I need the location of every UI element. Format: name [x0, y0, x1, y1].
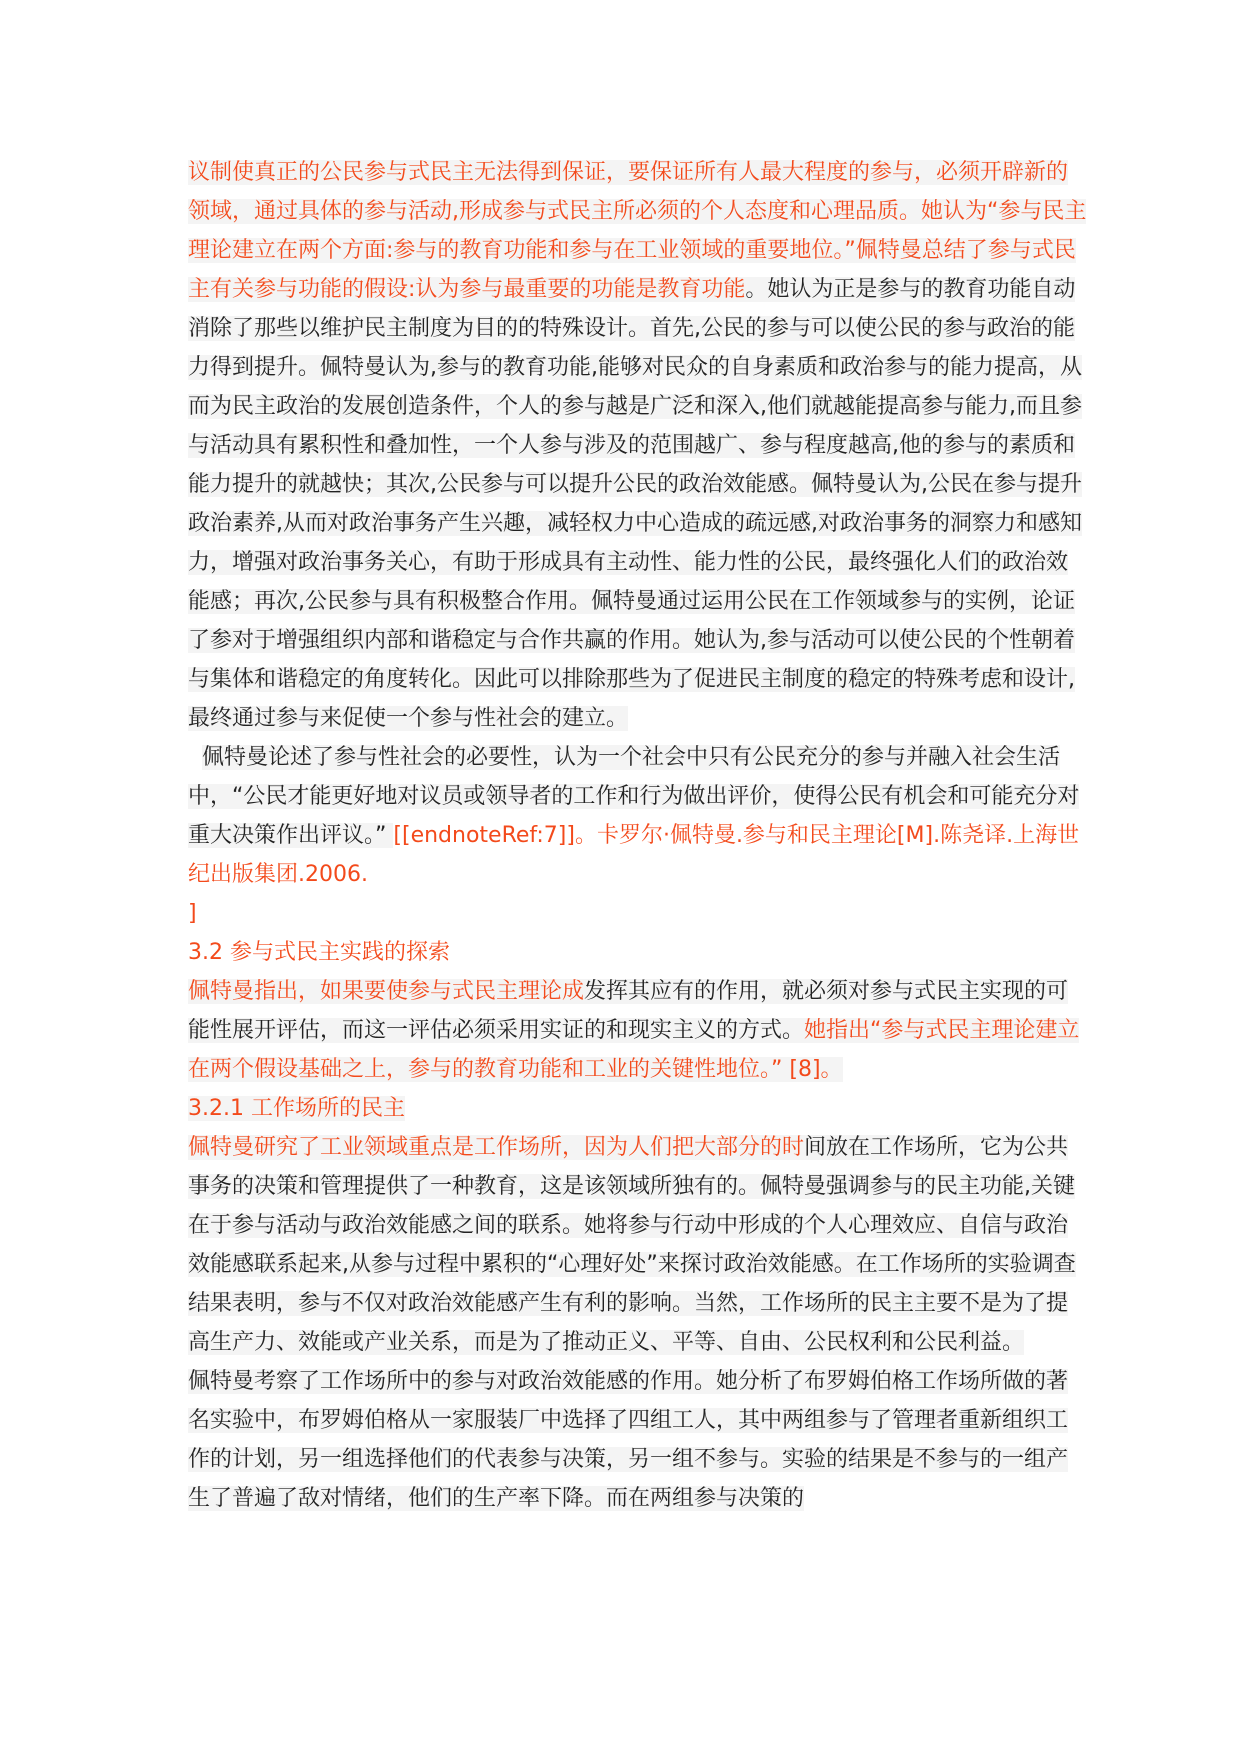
paragraph-1 [188, 153, 1088, 738]
paragraph-2-text: 佩特曼论述了参与性社会的必要性，认为一个社会中只有公民充分的参与并融入社会生活中，“公民才能更好地对议员或领导者的工作和行为做出评价，使得公民有机会和可能充分对重大决策作出评议。” [188, 745, 1080, 848]
paragraph-2 [188, 738, 1088, 894]
paragraph-5 [188, 1362, 1088, 1518]
heading-3-2-1-text: 3.2.1 工作场所的民主 [188, 1096, 405, 1121]
paragraph-3-text: 发挥其应有的作用，就必须对参与式民主实现的可能性展开评估，而这一评估必须采用实证的和现实主义的方式。 [188, 979, 1069, 1043]
document-page [188, 153, 1088, 1518]
endnote-reference: [[endnoteRef:7]]。卡罗尔·佩特曼.参与和民主理论[M].陈尧译.上海世纪出版集团.2006. [188, 823, 1080, 887]
section-heading-3-2-1 [188, 1089, 1088, 1128]
paragraph-3 [188, 972, 1088, 1089]
section-heading-3-2: 3.2 参与式民主实践的探索 [188, 940, 450, 965]
paragraph-5-text: 佩特曼考察了工作场所中的参与对政治效能感的作用。她分析了布罗姆伯格工作场所做的著名实验中，布罗姆伯格从一家服装厂中选择了四组工人，其中两组参与了管理者重新组织工作的计划，另一组选择他们的代表参与决策，另一组不参与。实验的结果是不参与的一组产生了普遍了敌对情绪，他们的生产率下降。而在两组参与决策的 [188, 1369, 1069, 1511]
paragraph-3-red-text-2: 她指出“参与式民主理论建立在两个假设基础之上，参与的教育功能和工业的关键性地位。” [8]。 [188, 1018, 1080, 1082]
paragraph-4-red-text: 佩特曼研究了工业领域重点是工作场所，因为人们把大部分的时 [188, 1135, 805, 1160]
paragraph-1-red-text: 议制使真正的公民参与式民主无法得到保证，要保证所有人最大程度的参与，必须开辟新的领域，通过具体的参与活动,形成参与式民主所必须的个人态度和心理品质。她认为“参与民主理论建立在两个方面:参与的教育功能和参与在工业领域的重要地位。”佩特曼总结了参与式民主有关参与功能的假设:认为参与最重要的功能是教育功能 [188, 160, 1087, 302]
paragraph-1-text: 。她认为正是参与的教育功能自动消除了那些以维护民主制度为目的的特殊设计。首先,公民的参与可以使公民的参与政治的能力得到提升。佩特曼认为,参与的教育功能,能够对民众的自身素质和政治参与的能力提高，从而为民主政治的发展创造条件，个人的参与越是广泛和深入,他们就越能提高参与能力,而且参与活动具有累积性和叠加性，一个人参与涉及的范围越广、参与程度越高,他的参与的素质和能力提升的就越快；其次,公民参与可以提升公民的政治效能感。佩特曼认为,公民在参与提升政治素养,从而对政治事务产生兴趣，减轻权力中心造成的疏远感,对政治事务的洞察力和感知力，增强对政治事务关心，有助于形成具有主动性、能力性的公民，最终强化人们的政治效能感；再次,公民参与具有积极整合作用。佩特曼通过运用公民在工作领域参与的实例，论证了参对于增强组织内部和谐稳定与合作共赢的作用。她认为,参与活动可以使公民的个性朝着与集体和谐稳定的角度转化。因此可以排除那些为了促进民主制度的稳定的特殊考虑和设计,最终通过参与来促使一个参与性社会的建立。 [188, 277, 1082, 731]
paragraph-3-red-text-1: 佩特曼指出，如果要使参与式民主理论成 [188, 979, 585, 1004]
endnote-closing-bracket: ] [188, 901, 197, 926]
paragraph-4 [188, 1128, 1088, 1362]
paragraph-4-text: 间放在工作场所，它为公共事务的决策和管理提供了一种教育，这是该领域所独有的。佩特曼强调参与的民主功能,关键在于参与活动与政治效能感之间的联系。她将参与行动中形成的个人心理效应、自信与政治效能感联系起来,从参与过程中累积的“心理好处”来探讨政治效能感。在工作场所的实验调查结果表明，参与不仅对政治效能感产生有利的影响。当然，工作场所的民主主要不是为了提高生产力、效能或产业关系，而是为了推动正义、平等、自由、公民权利和公民利益。 [188, 1135, 1076, 1355]
